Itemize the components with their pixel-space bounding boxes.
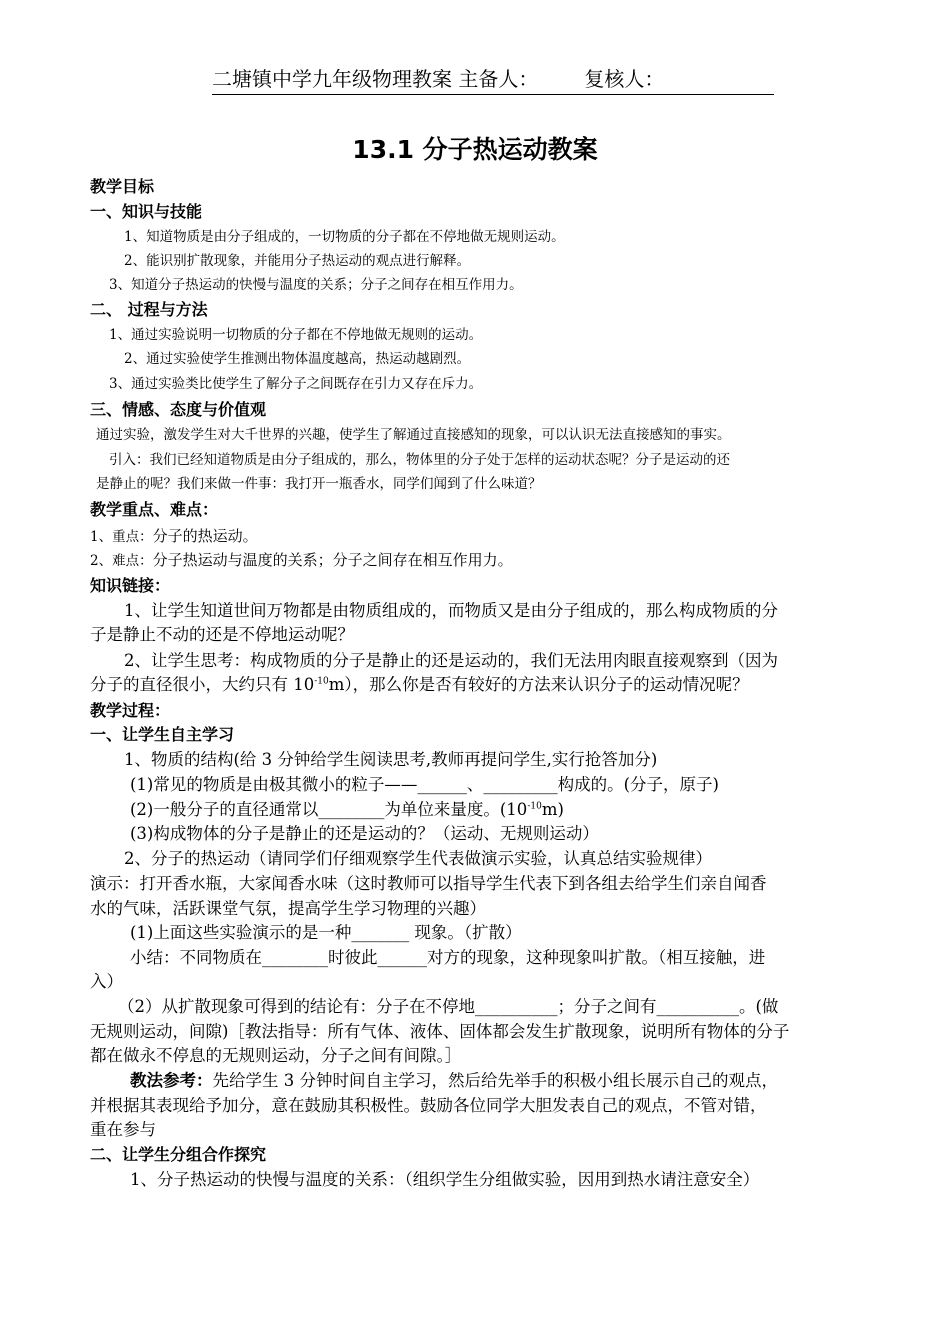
process-heading: 二、 过程与方法	[90, 300, 208, 319]
keypoint-2	[90, 549, 513, 572]
link-line-1: 1、让学生知道世间万物都是由物质组成的，而物质又是由分子组成的，那么构成物质的分	[124, 601, 778, 620]
intro-line-1: 引入：我们已经知道物质是由分子组成的，那么，物体里的分子处于怎样的运动状态呢？分子是运动的还	[109, 452, 730, 468]
document-title: 13.1 分子热运动教案	[352, 135, 598, 164]
reviewer-label: 复核人：	[584, 67, 665, 91]
knowledge-item-3: 3、知道分子热运动的快慢与温度的关系；分子之间存在相互作用力。	[109, 277, 523, 293]
self-study-line-5: 2、分子的热运动（请同学们仔细观察学生代表做演示实验，认真总结实验规律）	[124, 849, 712, 868]
knowledge-item-1: 1、知道物质是由分子组成的，一切物质的分子都在不停地做无规则运动。	[124, 229, 565, 245]
procedure-heading: 教学过程：	[90, 701, 171, 720]
self-study-line-4: (3)构成物体的分子是静止的还是运动的？（运动、无规则运动）	[130, 824, 599, 843]
self-study-line-15: 并根据其表现给予加分，意在鼓励其积极性。鼓励各位同学大胆发表自己的观点，不管对错，	[90, 1096, 767, 1115]
keypoint-1-text: 分子的热运动。	[152, 527, 258, 545]
self-study-line-7: 水的气味，活跃课堂气氛，提高学生学习物理的兴趣）	[90, 899, 486, 918]
group-study-line-1: 1、分子热运动的快慢与温度的关系：（组织学生分组做实验，因用到热水请注意安全）	[130, 1170, 760, 1189]
self-study-line-14: 教法参考：先给学生 3 分钟时间自主学习，然后给先举手的积极小组长展示自己的观点，	[130, 1071, 778, 1090]
emotion-text: 通过实验，激发学生对大千世界的兴趣，使学生了解通过直接感知的现象，可以认识无法直接感知的事实。	[96, 427, 731, 443]
self-study-line-11: （2）从扩散现象可得到的结论有：分子在不停地__________；分子之间有__________。(做	[118, 997, 779, 1016]
keypoint-2-label: 2、难点：	[90, 553, 153, 569]
keypoint-1	[90, 525, 258, 548]
process-item-1: 1、通过实验说明一切物质的分子都在不停地做无规则的运动。	[109, 327, 483, 343]
self-study-line-3: (2)一般分子的直径通常以________为单位来量度。$(10^{-10}m)$	[130, 800, 564, 819]
keypoint-1-label: 1、重点：	[90, 529, 153, 545]
process-item-3: 3、通过实验类比使学生了解分子之间既存在引力又存在斥力。	[109, 376, 483, 392]
intro-line-2: 是静止的呢？我们来做一件事：我打开一瓶香水，同学们闻到了什么味道？	[96, 476, 542, 492]
self-study-line-10: 入）	[90, 972, 123, 991]
self-study-line-16: 重在参与	[90, 1120, 156, 1139]
goals-heading: 教学目标	[90, 177, 155, 196]
self-study-line-1: 1、物质的结构(给 3 分钟给学生阅读思考,教师再提问学生,实行抢答加分)	[124, 750, 658, 769]
knowledge-heading: 一、知识与技能	[90, 202, 203, 221]
link-line-4: 分子的直径很小，大约只有 $10^{-10}m$），那么你是否有较好的方法来认识分子的运动情况呢？	[90, 675, 749, 694]
self-study-line-2: (1)常见的物质是由极其微小的粒子——______、_________构成的。(分子，原子)	[130, 775, 719, 794]
school-name: 二塘镇中学九年级物理教案	[212, 67, 452, 91]
link-heading: 知识链接：	[90, 576, 171, 595]
knowledge-item-2: 2、能识别扩散现象，并能用分子热运动的观点进行解释。	[124, 253, 471, 269]
emotion-heading: 三、情感、态度与价值观	[90, 400, 267, 419]
self-study-line-13: 都在做永不停息的无规则运动，分子之间有间隙。］	[90, 1046, 462, 1065]
self-study-line-9: 小结：不同物质在________时彼此______对方的现象，这种现象叫扩散。（相互接触，进	[130, 948, 766, 967]
preparer-label: 主备人：	[458, 67, 539, 91]
process-item-2: 2、通过实验使学生推测出物体温度越高，热运动越剧烈。	[124, 351, 471, 367]
link-line-2: 子是静止不动的还是不停地运动呢？	[90, 625, 354, 644]
self-study-line-6: 演示：打开香水瓶，大家闻香水味（这时教师可以指导学生代表下到各组去给学生们亲自闻香	[90, 874, 767, 893]
self-study-line-8: (1)上面这些实验演示的是一种_______ 现象。（扩散）	[130, 923, 522, 942]
method-reference-label: 教法参考：	[130, 1071, 213, 1090]
page-header	[212, 64, 774, 95]
keypoint-2-text: 分子热运动与温度的关系；分子之间存在相互作用力。	[152, 551, 513, 569]
keypoints-heading: 教学重点、难点：	[90, 500, 219, 519]
self-study-line-12: 无规则运动，间隙)［教法指导：所有气体、液体、固体都会发生扩散现象，说明所有物体的分子	[90, 1022, 790, 1041]
link-line-3: 2、让学生思考：构成物质的分子是静止的还是运动的，我们无法用肉眼直接观察到（因为	[124, 651, 778, 670]
group-study-heading: 二、让学生分组合作探究	[90, 1145, 267, 1164]
self-study-heading: 一、让学生自主学习	[90, 725, 235, 744]
